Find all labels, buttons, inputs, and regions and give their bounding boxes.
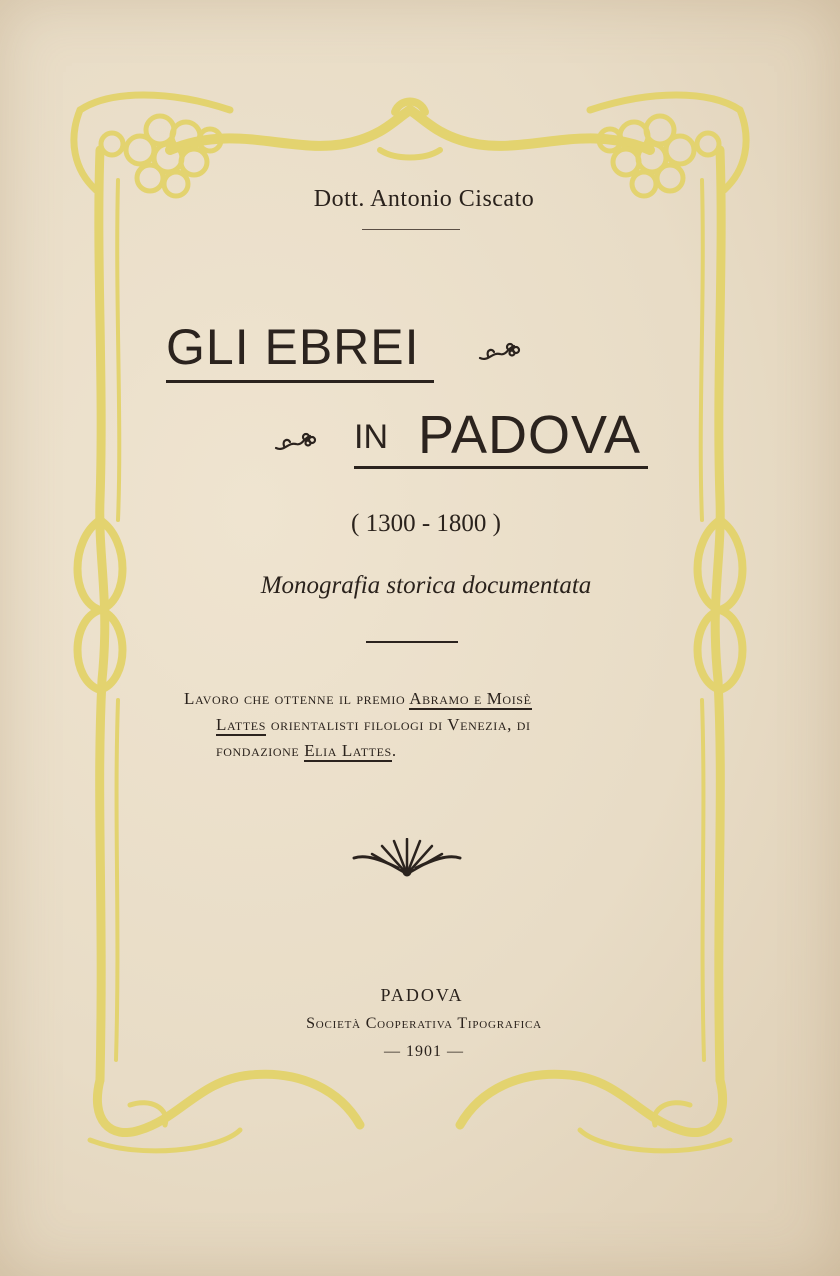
subtitle: Monografia storica documentata xyxy=(260,572,592,599)
author-name: Dott. Antonio Ciscato xyxy=(313,186,535,212)
fan-fleuron-icon xyxy=(352,838,462,878)
floral-ornament-icon xyxy=(478,338,522,366)
award-note xyxy=(184,686,644,764)
title-line-2: PADOVA xyxy=(418,405,642,465)
award-text: Lavoro che ottenne il premio xyxy=(184,689,410,708)
floral-ornament-icon xyxy=(274,428,318,456)
divider-rule xyxy=(366,641,458,643)
title-underline-1 xyxy=(166,380,434,383)
award-text: . xyxy=(391,741,397,760)
publisher-name: Società Cooperativa Tipografica xyxy=(306,1015,542,1032)
title-in: IN xyxy=(354,418,388,456)
publication-year: — 1901 — xyxy=(384,1043,464,1060)
title-underline-2 xyxy=(354,466,648,469)
award-name: Lattes xyxy=(216,715,266,734)
imprint-city: PADOVA xyxy=(380,985,464,1005)
award-name: Abramo e Moisè xyxy=(409,689,532,708)
date-range: ( 1300 - 1800 ) xyxy=(351,510,501,537)
award-text: fondazione xyxy=(216,741,305,760)
founder-name: Elia Lattes xyxy=(304,741,392,760)
title-line-1: GLI EBREI xyxy=(166,319,420,375)
award-text: orientalisti filologi di Venezia, di xyxy=(265,715,531,734)
author-underline xyxy=(362,229,460,230)
